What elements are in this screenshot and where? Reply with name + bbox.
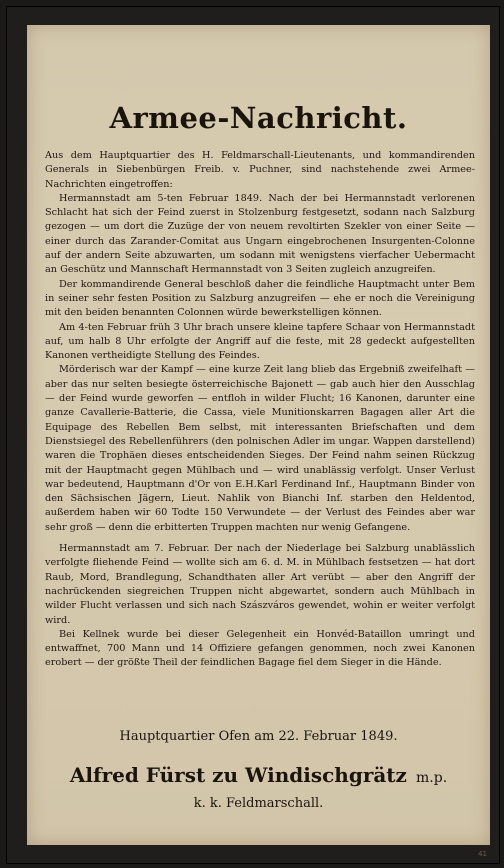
document-title: Armee-Nachricht.	[109, 101, 408, 135]
paragraph-intro: Aus dem Hauptquartier des H. Feldmarschall-Lieutenants, und kommandirenden Generals in Siebenbürgen Freib. v. Puchner, sind nachstehende zwei Armee-Nachrichten eingetroffen:	[45, 150, 475, 190]
paragraph-report-feb5: Hermannstadt am 5-ten Februar 1849. Nach der bei Hermannstadt verlorenen Schlacht hat sich der Feind zuerst in Stolzenburg festgesetzt, sodann nach Salzburg gezogen — um dort die Zuzüge der von neuem revoltirten Szekler von einer Seite — einer durch das Zarander-Comitat aus Ungarn eingebrochenen Insurgenten-Colonne auf der andern Seite abzuwarten, um sodann mit wenigstens vierfacher Uebermacht an Geschütz und Mannschaft Hermannstadt von 3 Seiten zugleich anzugreifen.	[45, 192, 475, 276]
document-frame	[6, 6, 500, 864]
page-number: 41	[478, 850, 487, 858]
paragraph-decision: Der kommandirende General beschloß daher die feindliche Hauptmacht unter Bem in seiner sehr festen Position zu Salzburg anzugreifen — ehe er noch die Vereinigung mit den beiden benannten Colonnen würde bewerkstelligen können.	[45, 278, 475, 319]
signature-suffix: m.p.	[416, 770, 448, 786]
paragraph-kellnek: Bei Kellnek wurde bei dieser Gelegenheit ein Honvéd-Bataillon umringt und entwaffnet, 700 Mann und 14 Offiziere gefangen genommen, noch zwei Kanonen erobert — der größte Theil der feindlichen Bagage fiel dem Sieger in die Hände.	[45, 628, 475, 669]
dateline: Hauptquartier Ofen am 22. Februar 1849.	[119, 729, 398, 744]
paragraph-report-feb7: Hermannstadt am 7. Februar. Der nach der Niederlage bei Salzburg unablässlich verfolgte fliehende Feind — wollte sich am 6. d. M. in Mühlbach festsetzen — hat dort Raub, Mord, Brandlegung, Schandthaten aller Art verübt — aber den Angriff der nachrückenden siegreichen Truppen nicht abgewartet, sondern auch Mühlbach in wilder Flucht verlassen und sich nach Szászváros gewendet, wohin er weiter verfolgt wird.	[45, 543, 475, 626]
paragraph-attack: Am 4-ten Februar früh 3 Uhr brach unsere kleine tapfere Schaar von Hermannstadt auf, um halb 8 Uhr erfolgte der Angriff auf die feste, mit 28 gedeckt aufgestellten Kanonen vertheidigte Stellung des Feindes.	[45, 321, 475, 362]
signature-name: Alfred Fürst zu Windischgrätz	[69, 763, 407, 787]
signatory-rank: k. k. Feldmarschall.	[193, 796, 324, 811]
document-paper	[27, 25, 490, 845]
document-body	[45, 149, 475, 671]
paragraph-battle: Mörderisch war der Kampf — eine kurze Zeit lang blieb das Ergebniß zweifelhaft — aber das nur selten besiegte österreichische Bajonett — gab auch hier den Ausschlag — der Feind wurde geworfen — entfloh in wilder Flucht; 16 Kanonen, darunter eine ganze Cavallerie-Batterie, die Cassa, viele Munitionskarren Bagagen aller Art die Equipage des Rebellen Bem selbst, mit interessanten Briefschaften und dem Dienstsiegel des Rebellenführers (den polnischen Adler im ungar. Wappen darstellend) waren die Trophäen dieses entscheidenden Sieges. Der Feind nahm seinen Rückzug mit der Hauptmacht gegen Mühlbach und — wird unablässig verfolgt. Unser Verlust war bedeutend, Hauptmann d'Or von E.H.Karl Ferdinand Inf., Hauptmann Binder von den Sächsischen Jägern, Lieut. Nahlik von Bianchi Inf. starben den Heldentod, außerdem haben wir 60 Todte 150 Verwundete — der Verlust des Feindes aber war sehr groß — denn die erbitterten Truppen machten nur wenig Gefangene.	[45, 364, 475, 533]
signature-block	[27, 763, 490, 787]
